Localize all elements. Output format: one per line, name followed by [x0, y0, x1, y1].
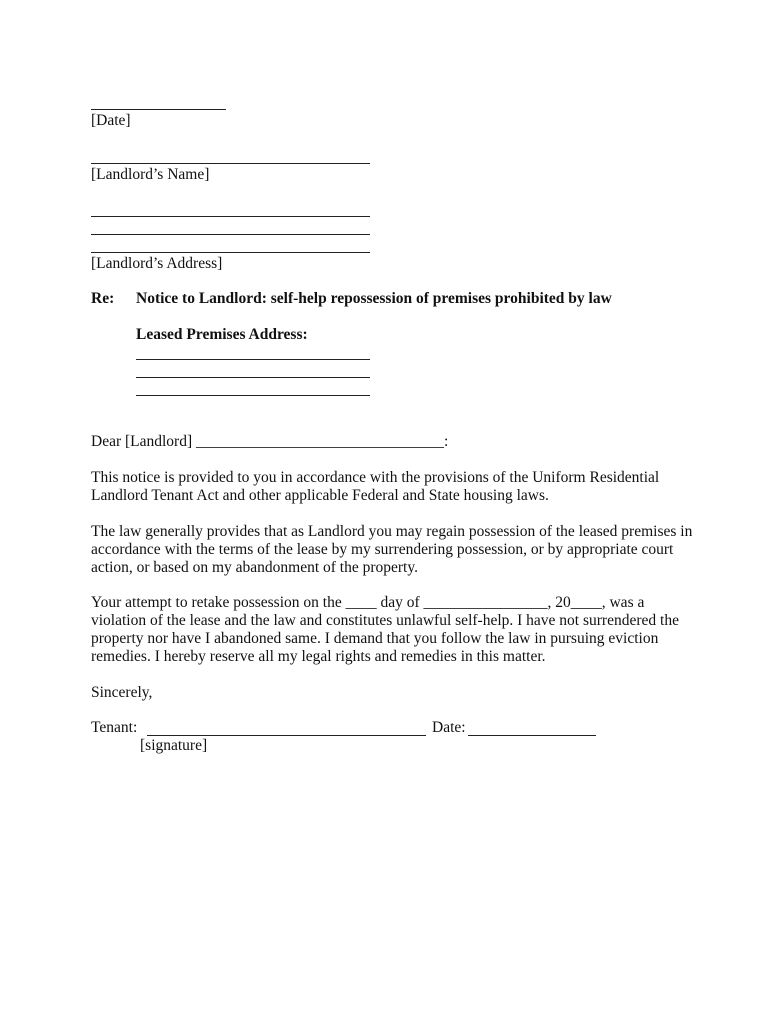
date-label: [Date] — [91, 112, 131, 129]
leased-premises-label: Leased Premises Address: — [136, 326, 308, 343]
paragraph-1 — [91, 469, 691, 505]
paragraph-1-line-1: This notice is provided to you in accordance with the provisions of the Uniform Residential — [91, 469, 660, 486]
landlord-name-label: [Landlord’s Name] — [91, 166, 210, 183]
paragraph-1-line-2: Landlord Tenant Act and other applicable Federal and State housing laws. — [91, 487, 549, 504]
landlord-address-label: [Landlord’s Address] — [91, 255, 223, 272]
premises-address-blank-1[interactable] — [136, 359, 370, 360]
signature-date-blank[interactable] — [468, 735, 596, 736]
paragraph-2-line-2: accordance with the terms of the lease by my surrendering possession, or by appropriate court — [91, 541, 674, 558]
re-label: Re: — [91, 290, 115, 307]
paragraph-3-line-3: property nor have I abandoned same. I demand that you follow the law in pursuing eviction — [91, 630, 659, 647]
paragraph-2 — [91, 523, 691, 577]
premises-address-blank-2[interactable] — [136, 377, 370, 378]
signature-caption: [signature] — [140, 737, 208, 754]
landlord-address-blank-3[interactable] — [91, 252, 370, 253]
paragraph-3 — [91, 594, 691, 666]
landlord-address-blank-1[interactable] — [91, 216, 370, 217]
paragraph-2-line-3: action, or based on my abandonment of the property. — [91, 559, 418, 576]
paragraph-3-line-2: violation of the lease and the law and constitutes unlawful self-help. I have not surrendered the — [91, 612, 679, 629]
re-subject: Notice to Landlord: self-help repossession of premises prohibited by law — [136, 290, 612, 307]
landlord-address-blank-2[interactable] — [91, 234, 370, 235]
tenant-label: Tenant: — [91, 719, 138, 736]
paragraph-3-line-4: remedies. I hereby reserve all my legal rights and remedies in this matter. — [91, 648, 546, 665]
tenant-signature-blank[interactable] — [147, 735, 426, 736]
salutation: Dear [Landlord] ________________________________: — [91, 433, 449, 450]
landlord-name-blank[interactable] — [91, 163, 370, 164]
closing: Sincerely, — [91, 684, 153, 701]
signature-date-label: Date: — [432, 719, 466, 736]
paragraph-2-line-1: The law generally provides that as Landlord you may regain possession of the leased premises in — [91, 523, 693, 540]
premises-address-blank-3[interactable] — [136, 395, 370, 396]
date-blank[interactable] — [91, 109, 226, 110]
paragraph-3-line-1: Your attempt to retake possession on the ____ day of ________________, 20____, was a — [91, 594, 645, 611]
